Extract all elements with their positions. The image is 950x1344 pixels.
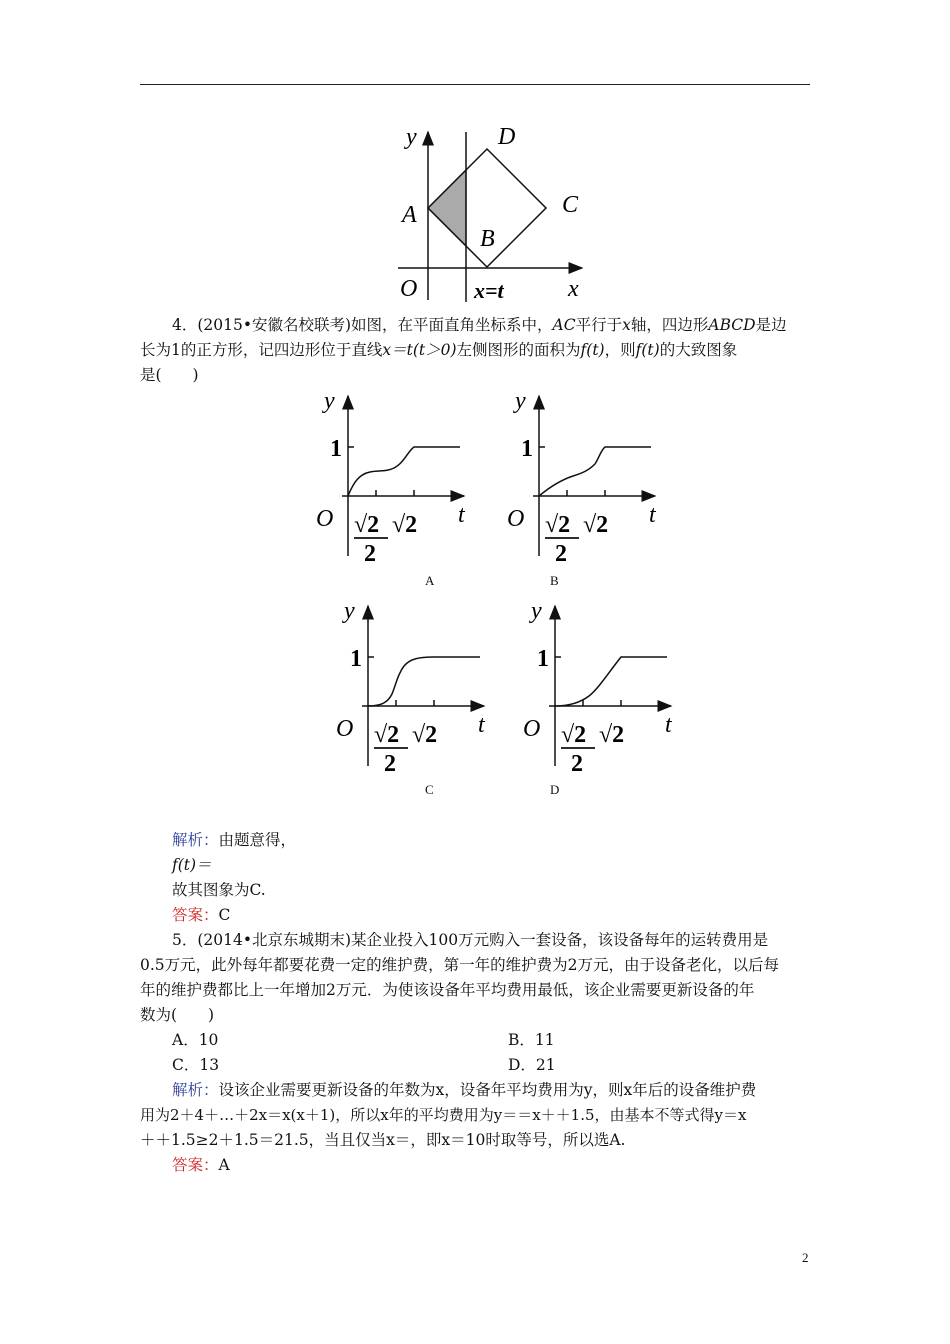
svg-text:y: y [344, 598, 355, 624]
label-c: C [562, 192, 579, 218]
svg-text:√2: √2 [561, 722, 587, 748]
graph-c [332, 596, 497, 776]
svg-text:1: 1 [350, 646, 362, 672]
label-y: y [406, 124, 417, 150]
svg-text:√2: √2 [392, 512, 418, 538]
label-line: x=t [474, 278, 504, 303]
q4-line1: 4．(2015•安徽名校联考)如图，在平面直角坐标系中，AC平行于x轴，四边形ABCD是边 [172, 316, 787, 334]
svg-text:2: 2 [555, 541, 567, 566]
s4-f-line: f(t)＝ [172, 856, 212, 874]
svg-text:O: O [507, 506, 525, 532]
q5-option-a: A．10 [172, 1031, 219, 1049]
svg-text:1: 1 [521, 436, 533, 462]
page-number: 2 [802, 1250, 809, 1265]
curve-a [348, 447, 460, 496]
curve-b [539, 447, 651, 496]
svg-text:2: 2 [384, 751, 396, 776]
svg-text:√2: √2 [545, 512, 571, 538]
curve-d [555, 657, 667, 706]
svg-text:t: t [458, 502, 465, 528]
svg-text:√2: √2 [354, 512, 380, 538]
svg-text:2: 2 [571, 751, 583, 776]
svg-text:2: 2 [364, 541, 376, 566]
label-b: B [480, 226, 495, 252]
graph-b [503, 386, 668, 566]
q4-line2: 长为1的正方形，记四边形位于直线x＝t(t＞0)左侧图形的面积为f(t)，则f(t)的大致图象 [140, 341, 738, 359]
graph-d [519, 596, 684, 776]
s4-line1: 解析：由题意得， [172, 831, 297, 849]
svg-text:y: y [324, 388, 335, 414]
caption-b: B [550, 573, 559, 588]
q5-line3: 年的维护费都比上一年增加2万元．为使该设备年平均费用最低，该企业需要更新设备的年 [140, 981, 755, 999]
svg-text:t: t [649, 502, 656, 528]
s5-line1: 解析：设该企业需要更新设备的年数为x，设备年平均费用为y，则x年后的设备维护费 [172, 1081, 757, 1099]
caption-c: C [425, 782, 434, 797]
square-figure [390, 118, 610, 308]
q5-option-d: D．21 [508, 1056, 556, 1074]
q5-line2: 0.5万元，此外每年都要花费一定的维护费，第一年的维护费为2万元，由于设备老化，以后每 [140, 956, 780, 974]
header-rule [140, 84, 810, 85]
q5-line1: 5．(2014•北京东城期末)某企业投入100万元购入一套设备，该设备每年的运转费用是 [172, 931, 769, 949]
svg-text:t: t [665, 712, 672, 738]
svg-text:√2: √2 [583, 512, 609, 538]
svg-text:O: O [316, 506, 334, 532]
q5-line4: 数为( ) [140, 1006, 215, 1024]
s4-conclusion: 故其图象为C. [172, 881, 266, 899]
svg-text:t: t [478, 712, 485, 738]
label-o: O [400, 276, 418, 302]
s5-line3: ＋＋1.5≥2＋1.5＝21.5，当且仅当x＝，即x＝10时取等号，所以选A. [140, 1131, 626, 1149]
svg-text:1: 1 [537, 646, 549, 672]
q4-line3: 是( ) [140, 366, 199, 384]
caption-d: D [550, 782, 560, 797]
svg-text:1: 1 [330, 436, 342, 462]
svg-text:y: y [515, 388, 526, 414]
svg-text:O: O [336, 716, 354, 742]
caption-a: A [425, 573, 435, 588]
label-a: A [402, 202, 417, 228]
q5-option-b: B．11 [508, 1031, 555, 1049]
s5-answer: 答案：A [172, 1156, 230, 1174]
svg-text:√2: √2 [599, 722, 625, 748]
shaded-region [428, 170, 466, 246]
svg-text:√2: √2 [374, 722, 400, 748]
s4-answer: 答案：C [172, 906, 231, 924]
q5-option-c: C．13 [172, 1056, 220, 1074]
graph-a [312, 386, 477, 566]
curve-c [368, 657, 480, 706]
svg-text:√2: √2 [412, 722, 438, 748]
svg-text:O: O [523, 716, 541, 742]
svg-text:y: y [531, 598, 542, 624]
label-d: D [498, 124, 516, 150]
label-x: x [568, 276, 579, 302]
s5-line2: 用为2＋4＋…＋2x＝x(x＋1)，所以x年的平均费用为y＝＝x＋＋1.5，由基本不等式得y＝x [140, 1106, 747, 1124]
